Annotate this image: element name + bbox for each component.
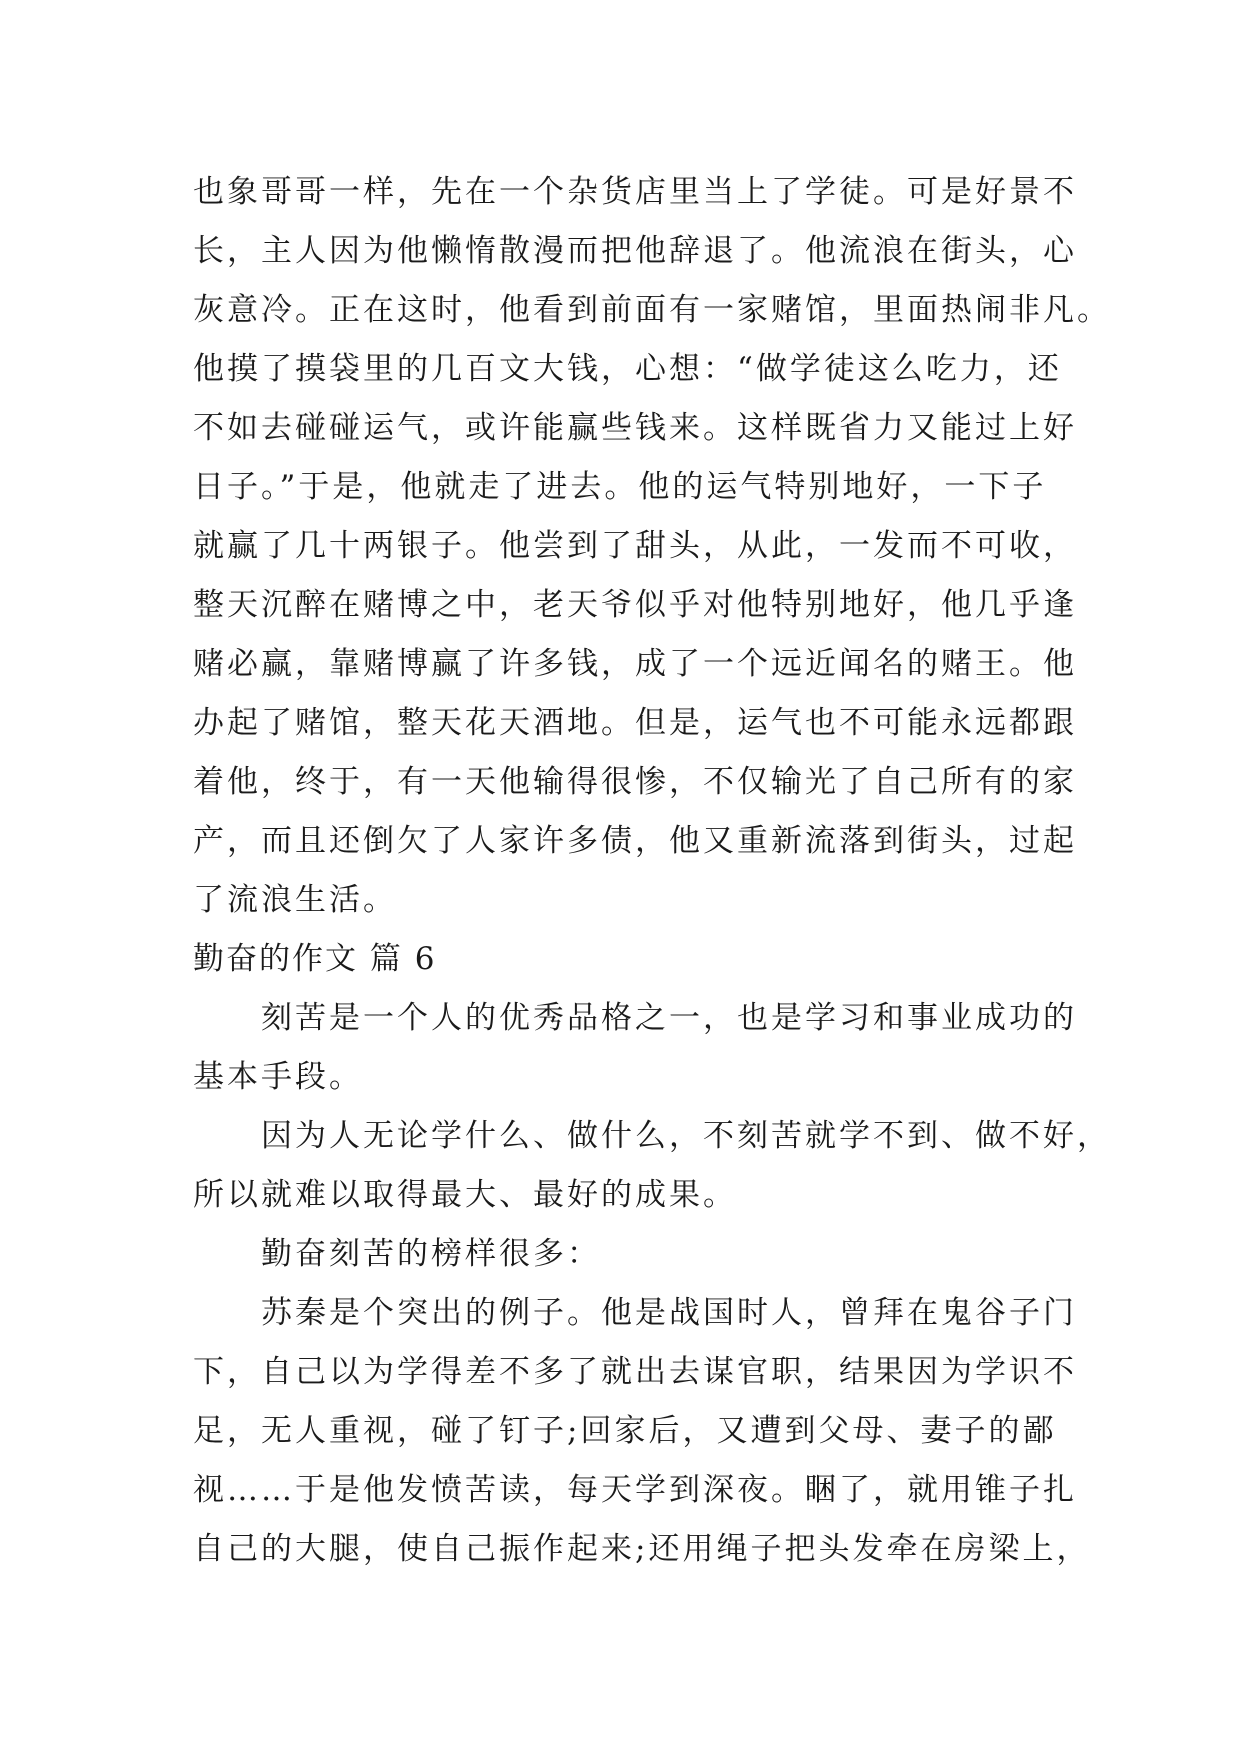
paragraph-line: 苏秦是个突出的例子。他是战国时人，曾拜在鬼谷子门 xyxy=(261,1295,1077,1331)
paragraph-line: 勤奋刻苦的榜样很多： xyxy=(261,1236,601,1272)
story-line: 日子。”于是，他就走了进去。他的运气特别地好，一下子 xyxy=(193,469,1047,505)
document-body xyxy=(193,163,1111,1579)
section-heading: 勤奋的作文 篇 6 xyxy=(193,941,437,977)
paragraph-line: 自己的大腿，使自己振作起来;还用绳子把头发牵在房梁上， xyxy=(193,1531,1091,1567)
paragraph-line: 因为人无论学什么、做什么，不刻苦就学不到、做不好， xyxy=(261,1118,1111,1154)
story-line: 了流浪生活。 xyxy=(193,882,397,918)
story-line: 赌必赢，靠赌博赢了许多钱，成了一个远近闻名的赌王。他 xyxy=(193,646,1077,682)
paragraph-line: 下，自己以为学得差不多了就出去谋官职，结果因为学识不 xyxy=(193,1354,1077,1390)
paragraph-line: 基本手段。 xyxy=(193,1059,363,1095)
story-line: 他摸了摸袋里的几百文大钱，心想：“做学徒这么吃力，还 xyxy=(193,351,1062,387)
story-line: 办起了赌馆，整天花天酒地。但是，运气也不可能永远都跟 xyxy=(193,705,1077,741)
story-line: 整天沉醉在赌博之中，老天爷似乎对他特别地好，他几乎逢 xyxy=(193,587,1077,623)
story-line: 着他，终于，有一天他输得很惨，不仅输光了自己所有的家 xyxy=(193,764,1077,800)
paragraph-line: 所以就难以取得最大、最好的成果。 xyxy=(193,1177,737,1213)
story-line: 不如去碰碰运气，或许能赢些钱来。这样既省力又能过上好 xyxy=(193,410,1077,446)
story-line: 灰意冷。正在这时，他看到前面有一家赌馆，里面热闹非凡。 xyxy=(193,292,1111,328)
story-line: 就赢了几十两银子。他尝到了甜头，从此，一发而不可收， xyxy=(193,528,1077,564)
story-line: 产，而且还倒欠了人家许多债，他又重新流落到街头，过起 xyxy=(193,823,1077,859)
paragraph-line: 视……于是他发愤苦读，每天学到深夜。睏了，就用锥子扎 xyxy=(193,1472,1077,1508)
story-line: 长，主人因为他懒惰散漫而把他辞退了。他流浪在街头，心 xyxy=(193,233,1077,269)
paragraph-line: 刻苦是一个人的优秀品格之一，也是学习和事业成功的 xyxy=(261,1000,1077,1036)
paragraph-line: 足，无人重视，碰了钉子;回家后，又遭到父母、妻子的鄙 xyxy=(193,1413,1057,1449)
story-line: 也象哥哥一样，先在一个杂货店里当上了学徒。可是好景不 xyxy=(193,174,1077,210)
